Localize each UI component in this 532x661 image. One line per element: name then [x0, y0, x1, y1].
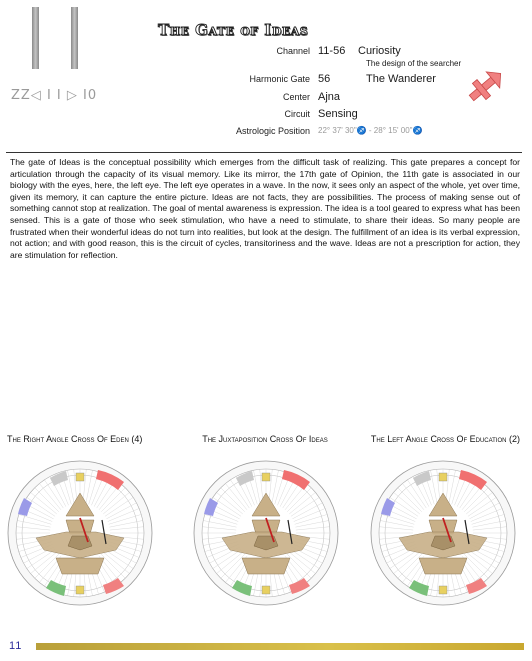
gate-description: The gate of Ideas is the conceptual possibility which emerges from the difficult task of realizing. This gate prepares a concept for articulation through the capacity of its visual memory. Like its mirror, the 17th gate of Opinion, the 11th gate is associated in our biology with the eyes, here, the left eye. The left eye operates in a wave. In the now, it sees only an aspect of the whole, yet over time, given its memory, it can capture the entire picture. Ideas are not facts, they are possibilities. The process of making sense out of something cannot stop at realization. The goal of mental awareness is expression. The idea is a tool geared to express what has been sensed. This is a gate of those who seek stimulation, who have a need to stimulate, to share their ideas. So many people are frustrated when their wonderful ideas do not turn into realities, but look at the design. The fulfillment of an idea is its verbal expression, not action; and with good reason, this is the circuit of cycles, transitoriness and the wave. Ideas are not a prescription for action, they are stimulation for reflection.	[10, 157, 520, 260]
cross-title-juxtaposition: The Juxtaposition Cross Of Ideas	[202, 434, 328, 444]
page-title: The Gate of Ideas	[158, 21, 309, 39]
center-value: Ajna	[318, 91, 341, 103]
harmonic-name: The Wanderer	[366, 73, 436, 85]
channel-number: 11-56	[318, 45, 346, 57]
page-number: 11	[9, 640, 23, 652]
harmonic-number: 56	[318, 73, 331, 85]
footer-bar	[36, 643, 524, 650]
astro-start: 22° 37' 30"	[318, 126, 357, 135]
center-label: Center	[282, 92, 310, 102]
astro-separator: -	[366, 126, 374, 135]
harmonic-label: Harmonic Gate	[249, 74, 310, 84]
cross-wheel-right-angle	[6, 458, 154, 608]
sagittarius-icon-2: ♐	[412, 126, 423, 135]
cross-title-right-angle: The Right Angle Cross Of Eden (4)	[7, 434, 143, 444]
section-divider	[6, 152, 522, 153]
hexagram-bar-left	[32, 7, 39, 69]
circuit-value: Sensing	[318, 108, 358, 120]
cross-wheel-left-angle	[369, 458, 517, 608]
hexagram-symbol	[32, 7, 78, 69]
hexagram-bar-right	[71, 7, 78, 69]
cross-wheel-juxtaposition	[192, 458, 340, 608]
sagittarius-icon: ♐	[356, 126, 367, 135]
astro-position	[318, 126, 422, 135]
hexagram-lines-glyph: ZZ◁ I I ▷ I0	[11, 88, 98, 103]
cross-title-left-angle: The Left Angle Cross Of Education (2)	[370, 434, 520, 444]
channel-name: Curiosity	[358, 45, 401, 57]
astro-label: Astrologic Position	[235, 126, 310, 136]
channel-subtitle: The design of the searcher	[366, 59, 462, 68]
circuit-label: Circuit	[284, 109, 310, 119]
sagittarius-sign-icon	[463, 64, 507, 108]
channel-label: Channel	[276, 46, 310, 56]
astro-end: 28° 15' 00"	[373, 126, 413, 135]
